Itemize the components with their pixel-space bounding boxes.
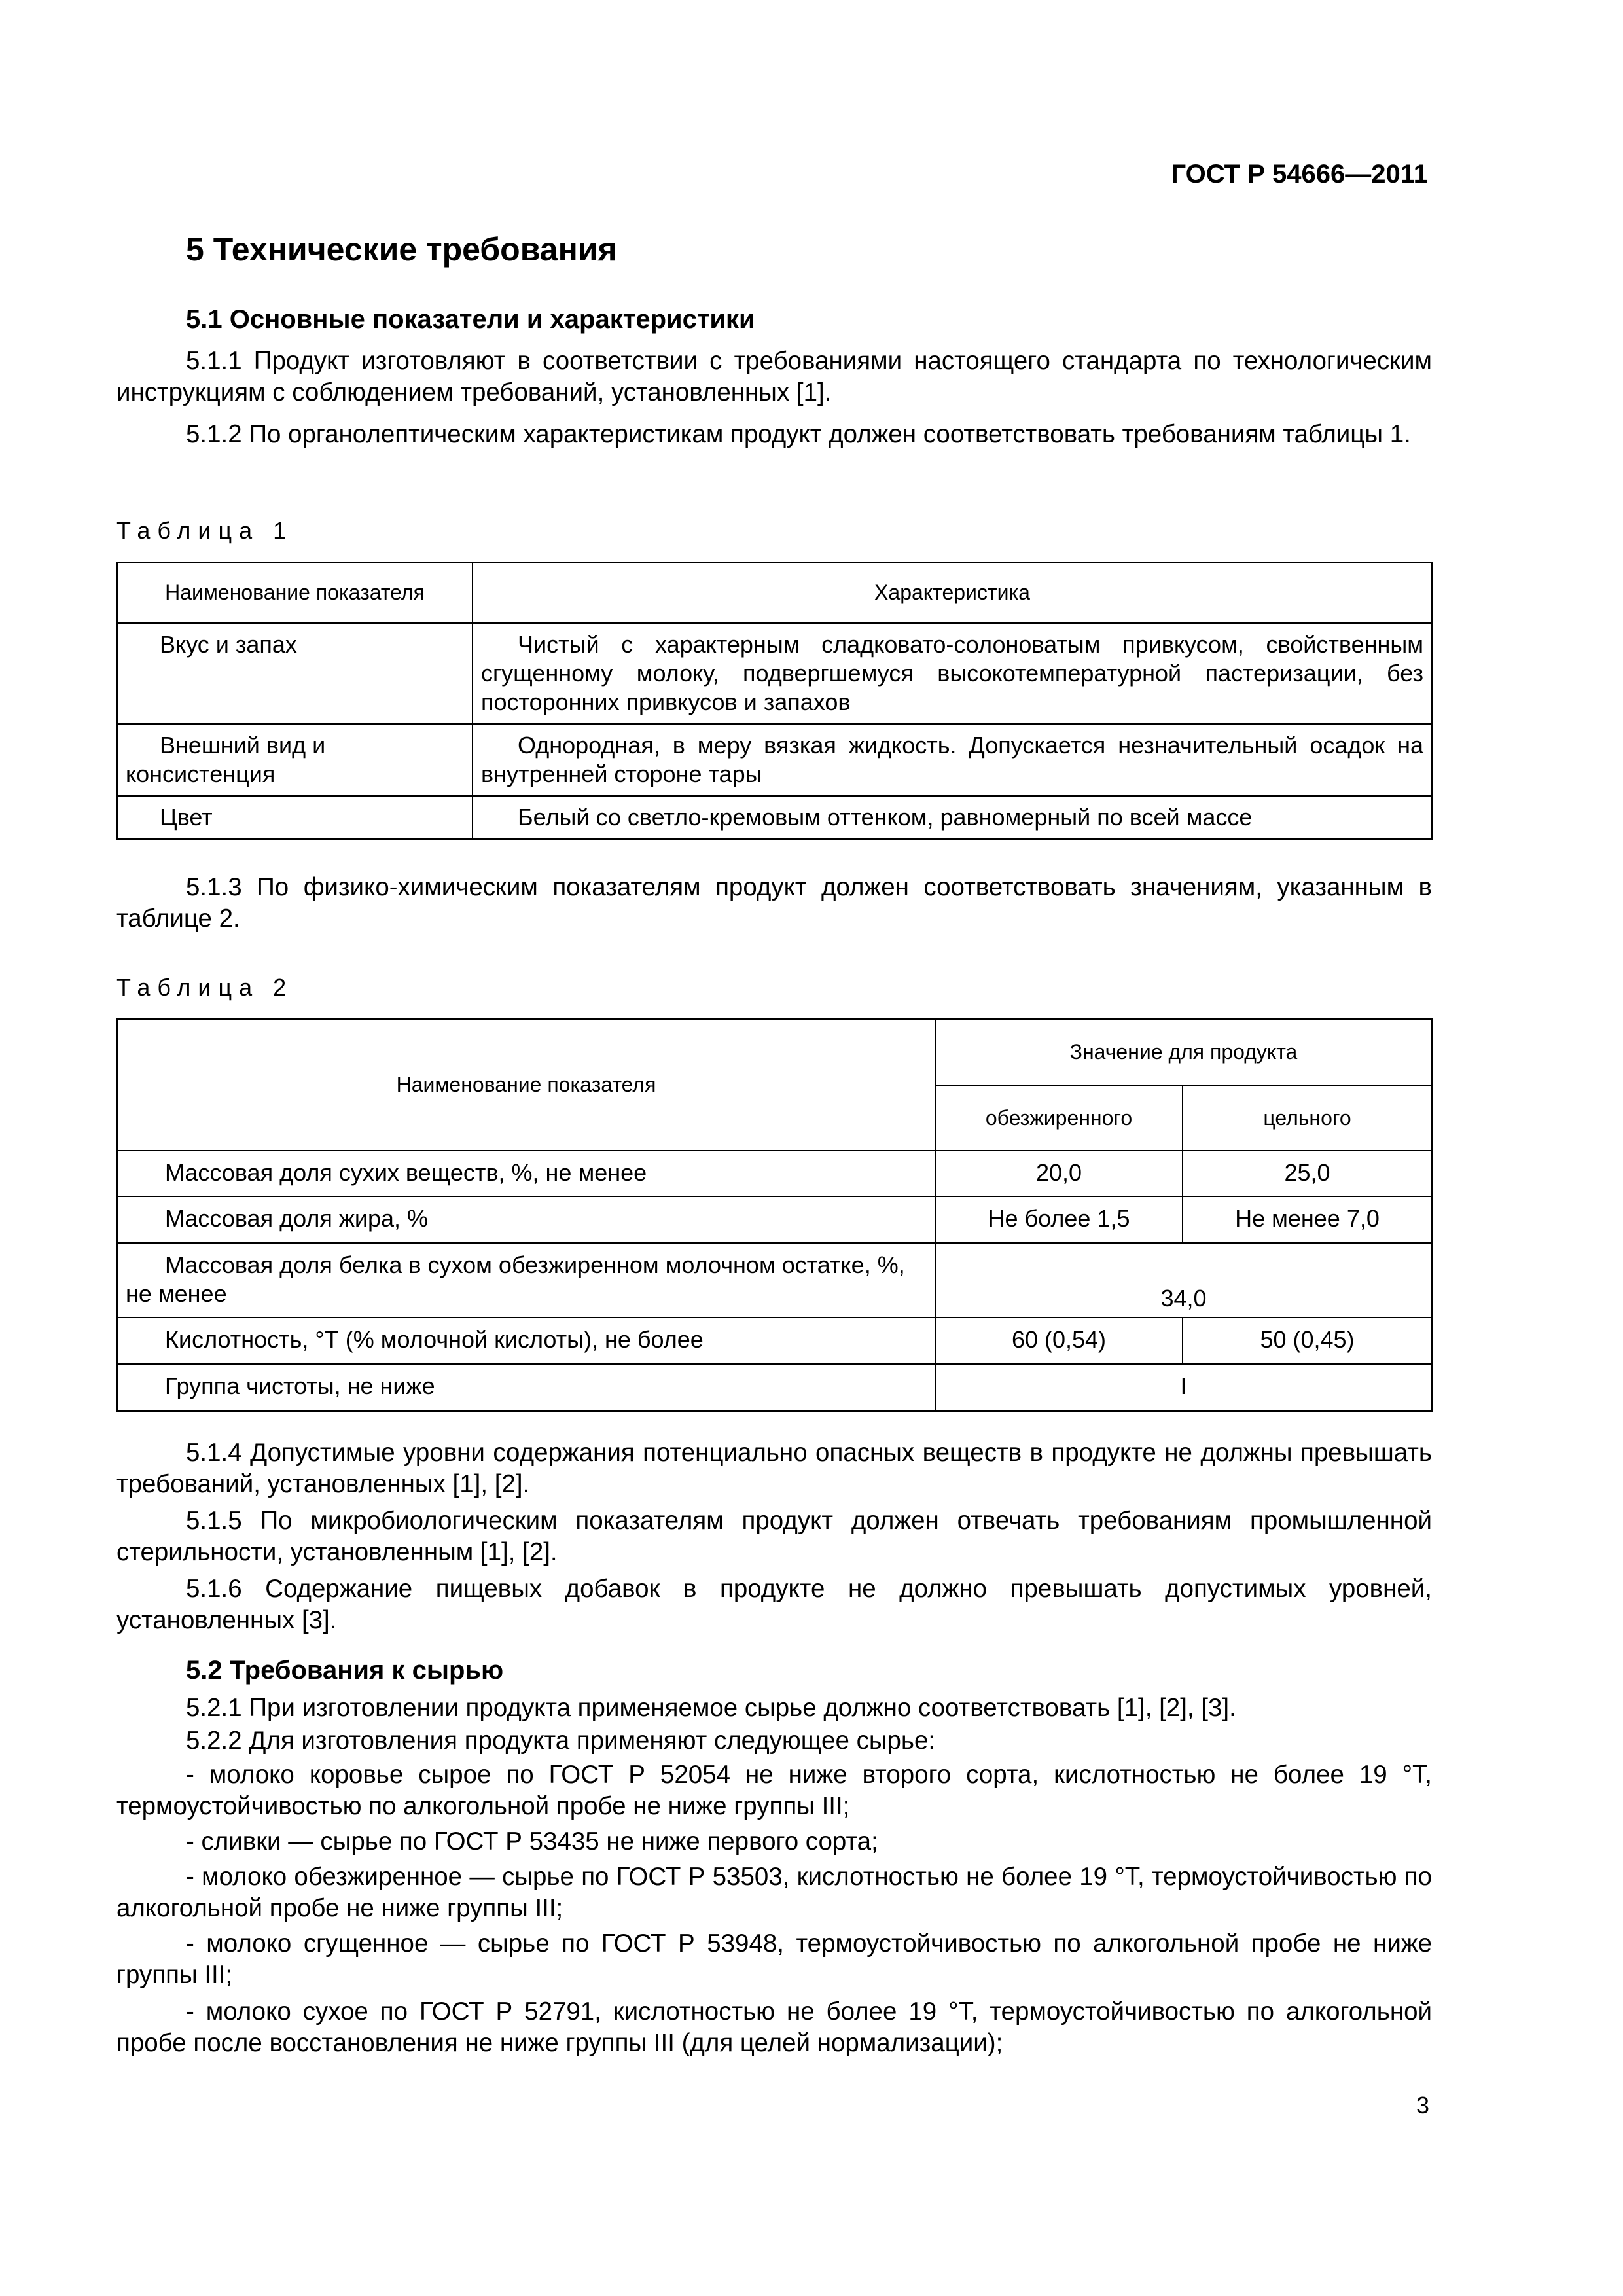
paragraph-5-1-4: 5.1.4 Допустимые уровни содержания потенциально опасных веществ в продукте не должны превышать требований, установленных [1], [2]. [116,1439,1432,1498]
list-item: - молоко коровье сырое по ГОСТ Р 52054 не ниже второго сорта, кислотностью не более 19 °Т, термоустойчивостью по алкогольной пробе не ниже группы III; [116,1761,1432,1820]
paragraph-5-1-2: 5.1.2 По органолептическим характеристикам продукт должен соответствовать требованиям таблицы 1. [186,420,1411,448]
table-cell-value-skim: Не более 1,5 [935,1196,1183,1243]
subsection-title-5-2: 5.2 Требования к сырью [186,1656,504,1685]
table-header-row [117,1019,1432,1085]
paragraph-5-1-6: 5.1.6 Содержание пищевых добавок в продукте не должно превышать допустимых уровней, установленных [3]. [116,1575,1432,1634]
table-col-group: Значение для продукта [935,1019,1432,1085]
table-1-caption: Таблица 1 [116,517,294,544]
table-col-whole: цельного [1183,1085,1432,1151]
table-col-name: Наименование показателя [117,562,473,623]
paragraph-5-1-1: 5.1.1 Продукт изготовляют в соответствии с требованиями настоящего стандарта по технологическим инструкциям с соблюдением требований, установленных [1]. [116,347,1432,406]
document-code: ГОСТ Р 54666—2011 [1171,160,1428,188]
table-row [117,1243,1432,1318]
paragraph-5-1-5: 5.1.5 По микробиологическим показателям продукт должен отвечать требованиям промышленной стерильности, установленным [1], [2]. [116,1507,1432,1566]
table-row [117,1318,1432,1364]
section-title: 5 Технические требования [186,231,617,268]
table-row [117,796,1432,839]
list-item: - сливки — сырье по ГОСТ Р 53435 не ниже первого сорта; [186,1827,878,1856]
paragraph-5-1-3: 5.1.3 По физико-химическим показателям продукт должен соответствовать значениям, указанным в таблице 2. [116,873,1432,933]
table-cell-value-skim: 60 (0,54) [935,1318,1183,1364]
table-cell-value-skim: 20,0 [935,1151,1183,1196]
table-cell-value: Однородная, в меру вязкая жидкость. Допускается незначительный осадок на внутренней стороне тары [473,724,1432,796]
table-cell-name: Внешний вид и консистенция [117,724,473,796]
table-cell-name: Группа чистоты, не ниже [117,1364,935,1411]
table-1 [116,562,1433,840]
list-item: - молоко сухое по ГОСТ Р 52791, кислотностью не более 19 °Т, термоустойчивостью по алкогольной пробе после восстановления не ниже группы III (для целей нормализации); [116,1998,1432,2057]
table-cell-value-merged: I [935,1364,1432,1411]
table-col-name: Наименование показателя [117,1019,935,1151]
table-row [117,1364,1432,1411]
table-cell-value-whole: 25,0 [1183,1151,1432,1196]
table-cell-value: Чистый с характерным сладковато-солоноватым привкусом, свойственным сгущенному молоку, подвергшемуся высокотемпературной пастеризации, без посторонних привкусов и запахов [473,623,1432,724]
page-number: 3 [1416,2092,1429,2119]
paragraph-5-2-1: 5.2.1 При изготовлении продукта применяемое сырье должно соответствовать [1], [2], [3]. [186,1694,1236,1722]
table-cell-name: Массовая доля сухих веществ, %, не менее [117,1151,935,1196]
table-cell-name: Массовая доля жира, % [117,1196,935,1243]
table-row [117,724,1432,796]
table-2 [116,1018,1433,1412]
paragraph-5-2-2: 5.2.2 Для изготовления продукта применяют следующее сырье: [186,1727,936,1755]
table-col-characteristic: Характеристика [473,562,1432,623]
table-cell-name: Вкус и запах [117,623,473,724]
table-cell-value-whole: 50 (0,45) [1183,1318,1432,1364]
table-row [117,1196,1432,1243]
list-item: - молоко обезжиренное — сырье по ГОСТ Р 53503, кислотностью не более 19 °Т, термоустойчивостью по алкогольной пробе не ниже группы III; [116,1863,1432,1922]
table-col-skim: обезжиренного [935,1085,1183,1151]
table-cell-value: Белый со светло-кремовым оттенком, равномерный по всей массе [473,796,1432,839]
list-item: - молоко сгущенное — сырье по ГОСТ Р 53948, термоустойчивостью по алкогольной пробе не ниже группы III; [116,1929,1432,1989]
table-2-caption: Таблица 2 [116,974,294,1001]
table-cell-name: Кислотность, °Т (% молочной кислоты), не более [117,1318,935,1364]
subsection-title-5-1: 5.1 Основные показатели и характеристики [186,305,755,334]
table-header-row [117,562,1432,623]
table-row [117,623,1432,724]
table-row [117,1151,1432,1196]
table-cell-value-merged: 34,0 [935,1243,1432,1318]
table-cell-name: Цвет [117,796,473,839]
table-cell-value-whole: Не менее 7,0 [1183,1196,1432,1243]
table-cell-name: Массовая доля белка в сухом обезжиренном молочном остатке, %, не менее [117,1243,935,1318]
